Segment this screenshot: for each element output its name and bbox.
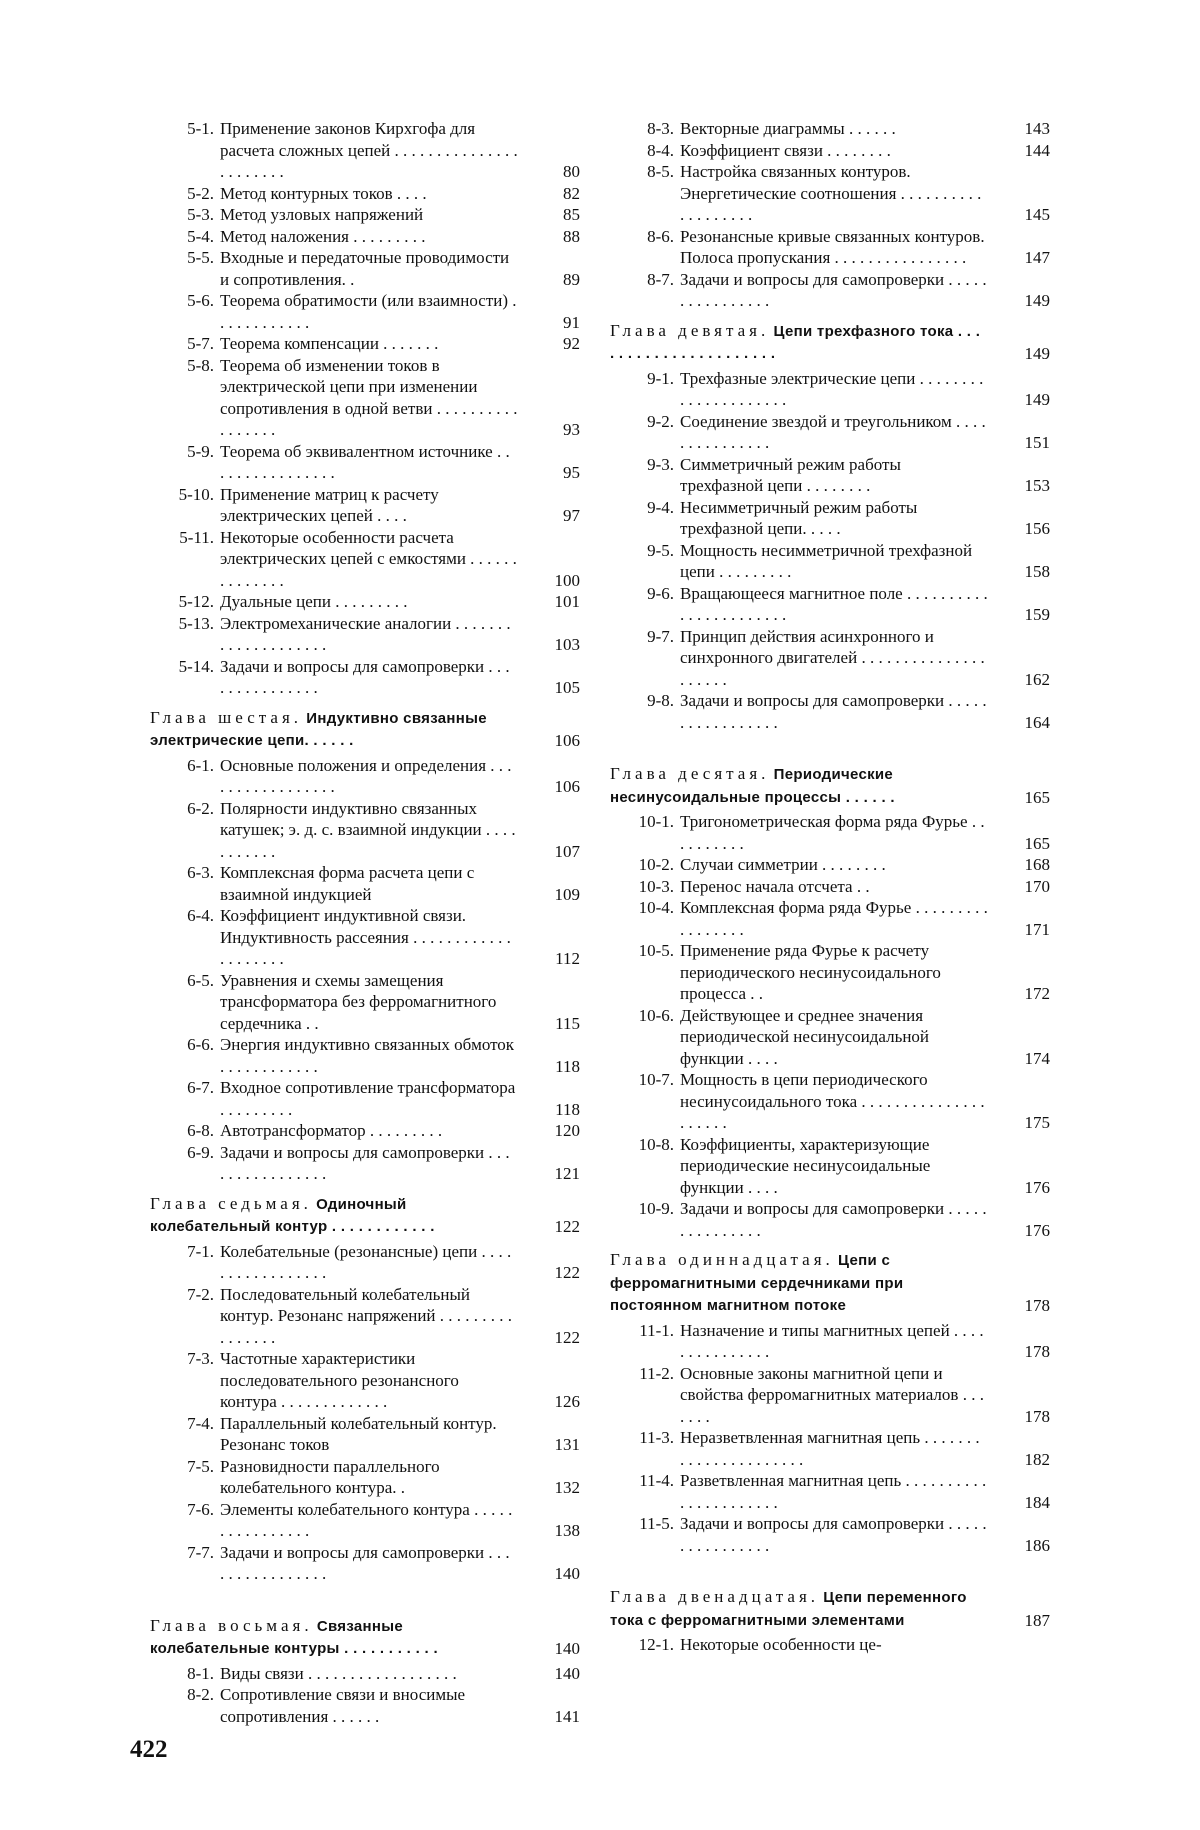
- toc-entry: [150, 970, 580, 1035]
- chapter-title: Цепи трехфазного тока . . . . . . . . . . . . . . . . . . . . . .: [610, 322, 981, 362]
- section-title: Задачи и вопросы для самопроверки . . . . . . . . . . . . . . .: [680, 1199, 987, 1240]
- section-title: Случаи симметрии . . . . . . . .: [680, 855, 886, 874]
- toc-entry: [150, 484, 580, 527]
- toc-entry: [610, 118, 1050, 140]
- page-ref: 164: [1024, 712, 1050, 732]
- section-number: 5-2.: [187, 183, 214, 203]
- section-title: Входное сопротивление трансформатора . . . . . . . . .: [220, 1078, 516, 1119]
- toc-chapter-heading: [610, 1249, 1050, 1317]
- toc-entry: [150, 290, 580, 333]
- page-ref: 176: [1024, 1177, 1050, 1197]
- toc-entry: [150, 798, 580, 863]
- section-number: 9-8.: [647, 691, 674, 710]
- page-ref: 91: [563, 312, 580, 332]
- section-number: 10-4.: [638, 898, 674, 917]
- page-ref: 107: [554, 841, 580, 861]
- toc-right-column: [610, 118, 1050, 1656]
- section-title: Резонансные кривые связанных контуров. Полоса пропускания . . . . . . . . . . . . . . . .: [680, 226, 985, 267]
- section-title: Энергия индуктивно связанных обмоток . . . . . . . . . . . .: [220, 1035, 515, 1076]
- section-title: Параллельный колебательный контур. Резонанс токов: [220, 1413, 497, 1454]
- section-title: Теорема компенсации . . . . . . .: [220, 334, 439, 353]
- section-title: Принцип действия асинхронного и синхронного двигателей . . . . . . . . . . . . . . . . . . . . .: [680, 626, 985, 689]
- toc-entry: [610, 226, 1050, 269]
- toc-entry: [150, 755, 580, 798]
- section-number: 8-6.: [647, 226, 674, 246]
- toc-entry: [610, 411, 1050, 454]
- section-number: 5-6.: [187, 291, 214, 310]
- section-number: 11-4.: [639, 1471, 674, 1490]
- toc-entry: [150, 905, 580, 970]
- toc-entry: [610, 1470, 1050, 1513]
- page-ref: 106: [554, 777, 580, 796]
- toc-entry: [150, 118, 580, 183]
- page-ref: 122: [554, 1327, 580, 1347]
- page-ref: 101: [554, 592, 580, 611]
- page-ref: 118: [555, 1056, 580, 1076]
- section-title: Теорема об эквивалентном источнике . . . . . . . . . . . . . . . .: [220, 441, 510, 482]
- section-title: Комплексная форма ряда Фурье . . . . . . . . . . . . . . . . .: [680, 898, 988, 939]
- page-ref: 145: [1024, 205, 1050, 224]
- toc-entry: [610, 876, 1050, 898]
- section-number: 8-1.: [187, 1663, 214, 1683]
- page-ref: 121: [554, 1164, 580, 1183]
- page-ref: 174: [1024, 1048, 1050, 1068]
- chapter-label: Глава восьмая.: [150, 1615, 313, 1635]
- toc-entry: [610, 1427, 1050, 1470]
- toc-entry: [610, 454, 1050, 497]
- section-title: Теорема об изменении токов в электрической цепи при изменении сопротивления в одной ветви . . . . . . . . . . . . . . . . .: [220, 355, 518, 439]
- toc-entry: [150, 1241, 580, 1284]
- section-title: Основные положения и определения . . . . . . . . . . . . . . . . .: [220, 755, 512, 796]
- section-title: Метод наложения . . . . . . . . .: [220, 226, 426, 246]
- page-ref: 178: [1024, 1296, 1050, 1315]
- page-ref: 158: [1024, 562, 1050, 581]
- page-ref: 172: [1024, 984, 1050, 1003]
- page-ref: 122: [554, 1217, 580, 1236]
- section-title: Задачи и вопросы для самопроверки . . . . . . . . . . . . . . . .: [680, 269, 987, 310]
- toc-entry: [610, 1513, 1050, 1556]
- toc-entry: [150, 1348, 580, 1413]
- toc-chapter-heading: [150, 1193, 580, 1238]
- toc-entry: [150, 247, 580, 290]
- section-number: 8-3.: [647, 119, 674, 138]
- toc-entry: [150, 1456, 580, 1499]
- chapter-title: Цепи переменного тока с ферромагнитными элементами: [610, 1589, 967, 1629]
- toc-entry: [150, 1499, 580, 1542]
- section-title: Задачи и вопросы для самопроверки . . . . . . . . . . . . . . .: [220, 656, 510, 697]
- chapter-title: Цепи с ферромагнитными сердечниками при постоянном магнитном потоке: [610, 1252, 904, 1314]
- section-number: 10-2.: [638, 855, 674, 874]
- toc-chapter-heading: [610, 320, 1050, 365]
- section-number: 5-12.: [178, 592, 214, 611]
- section-title: Симметричный режим работы трехфазной цепи . . . . . . . .: [680, 454, 901, 495]
- toc-left-column: [150, 118, 580, 1727]
- page-ref: 97: [563, 506, 580, 525]
- toc-entry: [150, 862, 580, 905]
- section-number: 8-4.: [647, 140, 674, 160]
- page-ref: 118: [555, 1099, 580, 1119]
- toc-chapter-heading: [150, 707, 580, 752]
- page-ref: 149: [1024, 291, 1050, 310]
- page-ref: 153: [1024, 476, 1050, 495]
- section-title: Комплексная форма расчета цепи с взаимной индукцией: [220, 863, 475, 904]
- page-ref: 187: [1024, 1610, 1050, 1630]
- section-number: 6-5.: [187, 970, 214, 990]
- chapter-title: Связанные колебательные контуры . . . . . . . . . . .: [150, 1617, 438, 1657]
- section-number: 5-13.: [178, 613, 214, 633]
- section-number: 9-3.: [647, 454, 674, 474]
- section-title: Входные и передаточные проводимости и сопротивления. .: [220, 248, 510, 289]
- section-title: Колебательные (резонансные) цепи . . . . . . . . . . . . . . . . .: [220, 1241, 512, 1282]
- section-number: 5-3.: [187, 205, 214, 224]
- section-title: Некоторые особенности це-: [680, 1635, 882, 1654]
- chapter-label: Глава двенадцатая.: [610, 1587, 820, 1606]
- toc-entry: [610, 540, 1050, 583]
- section-title: Последовательный колебательный контур. Резонанс напряжений . . . . . . . . . . . . . . . .: [220, 1284, 513, 1347]
- page-ref: 95: [563, 463, 580, 482]
- toc-entry: [150, 1413, 580, 1456]
- section-number: 10-3.: [638, 876, 674, 896]
- section-number: 7-1.: [187, 1241, 214, 1261]
- chapter-label: Глава девятая.: [610, 320, 770, 340]
- section-number: 9-7.: [647, 626, 674, 646]
- section-number: 9-2.: [647, 411, 674, 431]
- toc-entry: [610, 690, 1050, 733]
- section-number: 6-4.: [187, 906, 214, 925]
- section-number: 11-2.: [639, 1363, 674, 1383]
- toc-entry: [150, 656, 580, 699]
- section-title: Коэффициент связи . . . . . . . .: [680, 140, 891, 160]
- section-number: 9-6.: [647, 583, 674, 603]
- section-number: 7-7.: [187, 1542, 214, 1562]
- section-title: Применение законов Кирхгофа для расчета сложных цепей . . . . . . . . . . . . . . . . . . . . . . .: [220, 119, 518, 181]
- section-number: 5-9.: [187, 441, 214, 461]
- section-title: Мощность несимметричной трехфазной цепи . . . . . . . . .: [680, 540, 973, 581]
- toc-entry: [610, 161, 1050, 226]
- toc-entry: [610, 1005, 1050, 1070]
- page-ref: 126: [554, 1392, 580, 1411]
- section-number: 6-3.: [187, 863, 214, 882]
- toc-entry: [150, 1077, 580, 1120]
- toc-entry: [610, 1069, 1050, 1134]
- page-ref: 120: [554, 1121, 580, 1140]
- toc-entry: [150, 1120, 580, 1142]
- page-ref: 147: [1024, 248, 1050, 267]
- page-ref: 122: [554, 1263, 580, 1282]
- chapter-title: Периодические несинусоидальные процессы . . . . . .: [610, 766, 895, 806]
- page-ref: 131: [554, 1435, 580, 1454]
- section-number: 7-4.: [187, 1413, 214, 1433]
- toc-entry: [150, 527, 580, 592]
- section-number: 12-1.: [638, 1635, 674, 1654]
- section-title: Коэффициенты, характеризующие периодические несинусоидальные функции . . . .: [680, 1134, 931, 1197]
- page-ref: 186: [1024, 1535, 1050, 1555]
- section-title: Полярности индуктивно связанных катушек; э. д. с. взаимной индукции . . . . . . . . . . .: [220, 798, 516, 861]
- section-title: Метод узловых напряжений: [220, 205, 424, 224]
- page-ref: 140: [554, 1639, 580, 1658]
- toc-entry: [150, 613, 580, 656]
- page-ref: 151: [1024, 433, 1050, 452]
- page-ref: 182: [1024, 1449, 1050, 1469]
- toc-entry: [150, 1142, 580, 1185]
- section-number: 5-10.: [178, 484, 214, 504]
- page-ref: 184: [1024, 1492, 1050, 1512]
- section-number: 5-4.: [187, 226, 214, 246]
- toc-entry: [150, 1542, 580, 1585]
- toc-entry: [610, 269, 1050, 312]
- section-number: 6-8.: [187, 1121, 214, 1140]
- section-number: 8-7.: [647, 269, 674, 289]
- section-number: 6-6.: [187, 1035, 214, 1054]
- page-ref: 144: [1024, 140, 1050, 160]
- toc-chapter-heading: [150, 1615, 580, 1660]
- section-title: Неразветвленная магнитная цепь . . . . . . . . . . . . . . . . . . . . . .: [680, 1428, 980, 1469]
- toc-entry: [150, 591, 580, 613]
- section-number: 6-1.: [187, 755, 214, 775]
- section-title: Применение ряда Фурье к расчету периодического несинусоидального процесса . .: [680, 941, 941, 1003]
- page-ref: 175: [1024, 1113, 1050, 1132]
- section-number: 5-11.: [179, 527, 214, 547]
- page-ref: 132: [554, 1478, 580, 1497]
- section-title: Разветвленная магнитная цепь . . . . . . . . . . . . . . . . . . . . . .: [680, 1471, 987, 1512]
- section-number: 5-14.: [178, 656, 214, 676]
- section-title: Электромеханические аналогии . . . . . . . . . . . . . . . . . . . .: [220, 613, 511, 654]
- page-ref: 178: [1024, 1406, 1050, 1426]
- chapter-label: Глава седьмая.: [150, 1193, 312, 1213]
- toc-entry: [150, 1684, 580, 1727]
- section-title: Векторные диаграммы . . . . . .: [680, 119, 896, 138]
- toc-entry: [150, 1034, 580, 1077]
- section-number: 5-8.: [187, 355, 214, 375]
- section-number: 9-1.: [647, 368, 674, 388]
- page-ref: 85: [563, 205, 580, 224]
- toc-entry: [610, 811, 1050, 854]
- section-title: Некоторые особенности расчета электрических цепей с емкостями . . . . . . . . . . . . . .: [220, 527, 517, 590]
- page-ref: 112: [555, 949, 580, 968]
- toc-entry: [610, 583, 1050, 626]
- section-number: 5-5.: [187, 248, 214, 267]
- page-ref: 171: [1024, 919, 1050, 939]
- section-title: Метод контурных токов . . . .: [220, 183, 427, 203]
- page-ref: 178: [1024, 1342, 1050, 1361]
- page-ref: 89: [563, 269, 580, 289]
- section-number: 6-2.: [187, 798, 214, 818]
- section-number: 5-1.: [187, 119, 214, 138]
- toc-entry: [610, 1134, 1050, 1199]
- chapter-title: Индуктивно связанные электрические цепи. . . . . .: [150, 709, 487, 749]
- toc-entry: [150, 226, 580, 248]
- section-number: 7-5.: [187, 1456, 214, 1476]
- page-ref: 165: [1024, 787, 1050, 807]
- toc-entry: [610, 1634, 1050, 1656]
- section-number: 8-5.: [647, 162, 674, 181]
- section-number: 9-5.: [647, 540, 674, 560]
- page-ref: 165: [1024, 833, 1050, 853]
- page-number: 422: [130, 1736, 168, 1763]
- section-title: Автотрансформатор . . . . . . . . .: [220, 1121, 443, 1140]
- section-title: Частотные характеристики последовательного резонансного контура . . . . . . . . . . . . .: [220, 1349, 459, 1411]
- chapter-title: Одиночный колебательный контур . . . . . . . . . . . .: [150, 1195, 435, 1235]
- section-title: Задачи и вопросы для самопроверки . . . . . . . . . . . . . . . .: [220, 1542, 510, 1583]
- toc-entry: [610, 940, 1050, 1005]
- section-number: 10-1.: [638, 812, 674, 831]
- page-ref: 149: [1024, 344, 1050, 363]
- section-title: Задачи и вопросы для самопроверки . . . . . . . . . . . . . . . . .: [680, 691, 987, 732]
- page-ref: 149: [1024, 390, 1050, 409]
- page-ref: 141: [554, 1706, 580, 1726]
- section-title: Назначение и типы магнитных цепей . . . . . . . . . . . . . . .: [680, 1320, 984, 1361]
- section-number: 6-7.: [187, 1078, 214, 1097]
- page-ref: 156: [1024, 519, 1050, 538]
- toc-entry: [150, 333, 580, 355]
- toc-entry: [150, 441, 580, 484]
- section-title: Действующее и среднее значения периодической несинусоидальной функции . . . .: [680, 1005, 930, 1068]
- toc-entry: [610, 1363, 1050, 1428]
- page-ref: 103: [554, 635, 580, 654]
- section-title: Соединение звездой и треугольником . . . . . . . . . . . . . . .: [680, 411, 986, 452]
- section-title: Разновидности параллельного колебательного контура. .: [220, 1456, 440, 1497]
- section-title: Сопротивление связи и вносимые сопротивления . . . . . .: [220, 1685, 466, 1726]
- page-ref: 100: [554, 570, 580, 590]
- toc-entry: [610, 626, 1050, 691]
- section-title: Перенос начала отсчета . .: [680, 876, 870, 896]
- page-ref: 162: [1024, 669, 1050, 689]
- toc-entry: [150, 1284, 580, 1349]
- page-ref: 138: [554, 1521, 580, 1540]
- toc-entry: [610, 897, 1050, 940]
- section-title: Виды связи . . . . . . . . . . . . . . . . . .: [220, 1663, 457, 1683]
- section-title: Задачи и вопросы для самопроверки . . . . . . . . . . . . . . . .: [680, 1514, 987, 1555]
- section-number: 11-3.: [639, 1428, 674, 1447]
- toc-chapter-heading: [610, 1586, 1050, 1631]
- section-number: 6-9.: [187, 1142, 214, 1162]
- section-number: 9-4.: [647, 497, 674, 517]
- page-ref: 143: [1024, 119, 1050, 138]
- toc-entry: [150, 204, 580, 226]
- toc-entry: [150, 355, 580, 441]
- section-number: 7-3.: [187, 1349, 214, 1368]
- toc-entry: [610, 1320, 1050, 1363]
- toc-entry: [610, 368, 1050, 411]
- section-number: 10-6.: [638, 1005, 674, 1025]
- toc-entry: [610, 497, 1050, 540]
- page-ref: 82: [563, 183, 580, 203]
- page-ref: 168: [1024, 855, 1050, 874]
- toc-entry: [150, 183, 580, 205]
- section-title: Уравнения и схемы замещения трансформатора без ферромагнитного сердечника . .: [220, 970, 497, 1033]
- toc-entry: [610, 854, 1050, 876]
- page-ref: 176: [1024, 1220, 1050, 1240]
- page-ref: 93: [563, 420, 580, 439]
- page-ref: 92: [563, 334, 580, 353]
- page-ref: 88: [563, 226, 580, 246]
- section-title: Применение матриц к расчету электрических цепей . . . .: [220, 484, 439, 525]
- chapter-label: Глава десятая.: [610, 764, 770, 783]
- section-number: 11-5.: [639, 1514, 674, 1533]
- section-title: Трехфазные электрические цепи . . . . . . . . . . . . . . . . . . . . .: [680, 368, 984, 409]
- toc-entry: [610, 1198, 1050, 1241]
- section-number: 7-2.: [187, 1284, 214, 1304]
- section-title: Теорема обратимости (или взаимности) . . . . . . . . . . . .: [220, 291, 517, 332]
- page-ref: 159: [1024, 605, 1050, 624]
- section-number: 10-5.: [638, 941, 674, 960]
- section-number: 8-2.: [187, 1685, 214, 1704]
- section-number: 10-9.: [638, 1199, 674, 1218]
- page-ref: 80: [563, 162, 580, 181]
- toc-entry: [610, 140, 1050, 162]
- section-title: Задачи и вопросы для самопроверки . . . . . . . . . . . . . . . .: [220, 1142, 510, 1183]
- section-number: 10-7.: [638, 1070, 674, 1089]
- toc-chapter-heading: [610, 763, 1050, 808]
- section-title: Несимметричный режим работы трехфазной цепи. . . . .: [680, 497, 918, 538]
- page-ref: 170: [1024, 876, 1050, 896]
- section-number: 11-1.: [639, 1320, 674, 1340]
- page-ref: 140: [554, 1564, 580, 1583]
- section-title: Вращающееся магнитное поле . . . . . . . . . . . . . . . . . . . . . . .: [680, 583, 988, 624]
- chapter-label: Глава одиннадцатая.: [610, 1250, 834, 1269]
- section-title: Элементы колебательного контура . . . . . . . . . . . . . . . .: [220, 1499, 513, 1540]
- section-title: Основные законы магнитной цепи и свойства ферромагнитных материалов . . . . . . .: [680, 1363, 984, 1426]
- section-number: 5-7.: [187, 334, 214, 353]
- section-number: 7-6.: [187, 1499, 214, 1519]
- section-title: Мощность в цепи периодического несинусоидального тока . . . . . . . . . . . . . . . . . . . . .: [680, 1070, 985, 1132]
- section-title: Коэффициент индуктивной связи. Индуктивность рассеяния . . . . . . . . . . . . . . . . . . . .: [220, 906, 511, 968]
- section-title: Настройка связанных контуров. Энергетические соотношения . . . . . . . . . . . . . . . . . . .: [680, 162, 982, 224]
- page-ref: 140: [554, 1663, 580, 1683]
- toc-entry: [150, 1663, 580, 1685]
- section-number: 10-8.: [638, 1134, 674, 1154]
- section-title: Дуальные цепи . . . . . . . . .: [220, 592, 408, 611]
- page-ref: 106: [554, 731, 580, 750]
- page-ref: 109: [554, 884, 580, 904]
- section-title: Тригонометрическая форма ряда Фурье . . . . . . . . . .: [680, 812, 985, 853]
- page-ref: 105: [554, 678, 580, 697]
- page-ref: 115: [555, 1013, 580, 1033]
- chapter-label: Глава шестая.: [150, 707, 303, 727]
